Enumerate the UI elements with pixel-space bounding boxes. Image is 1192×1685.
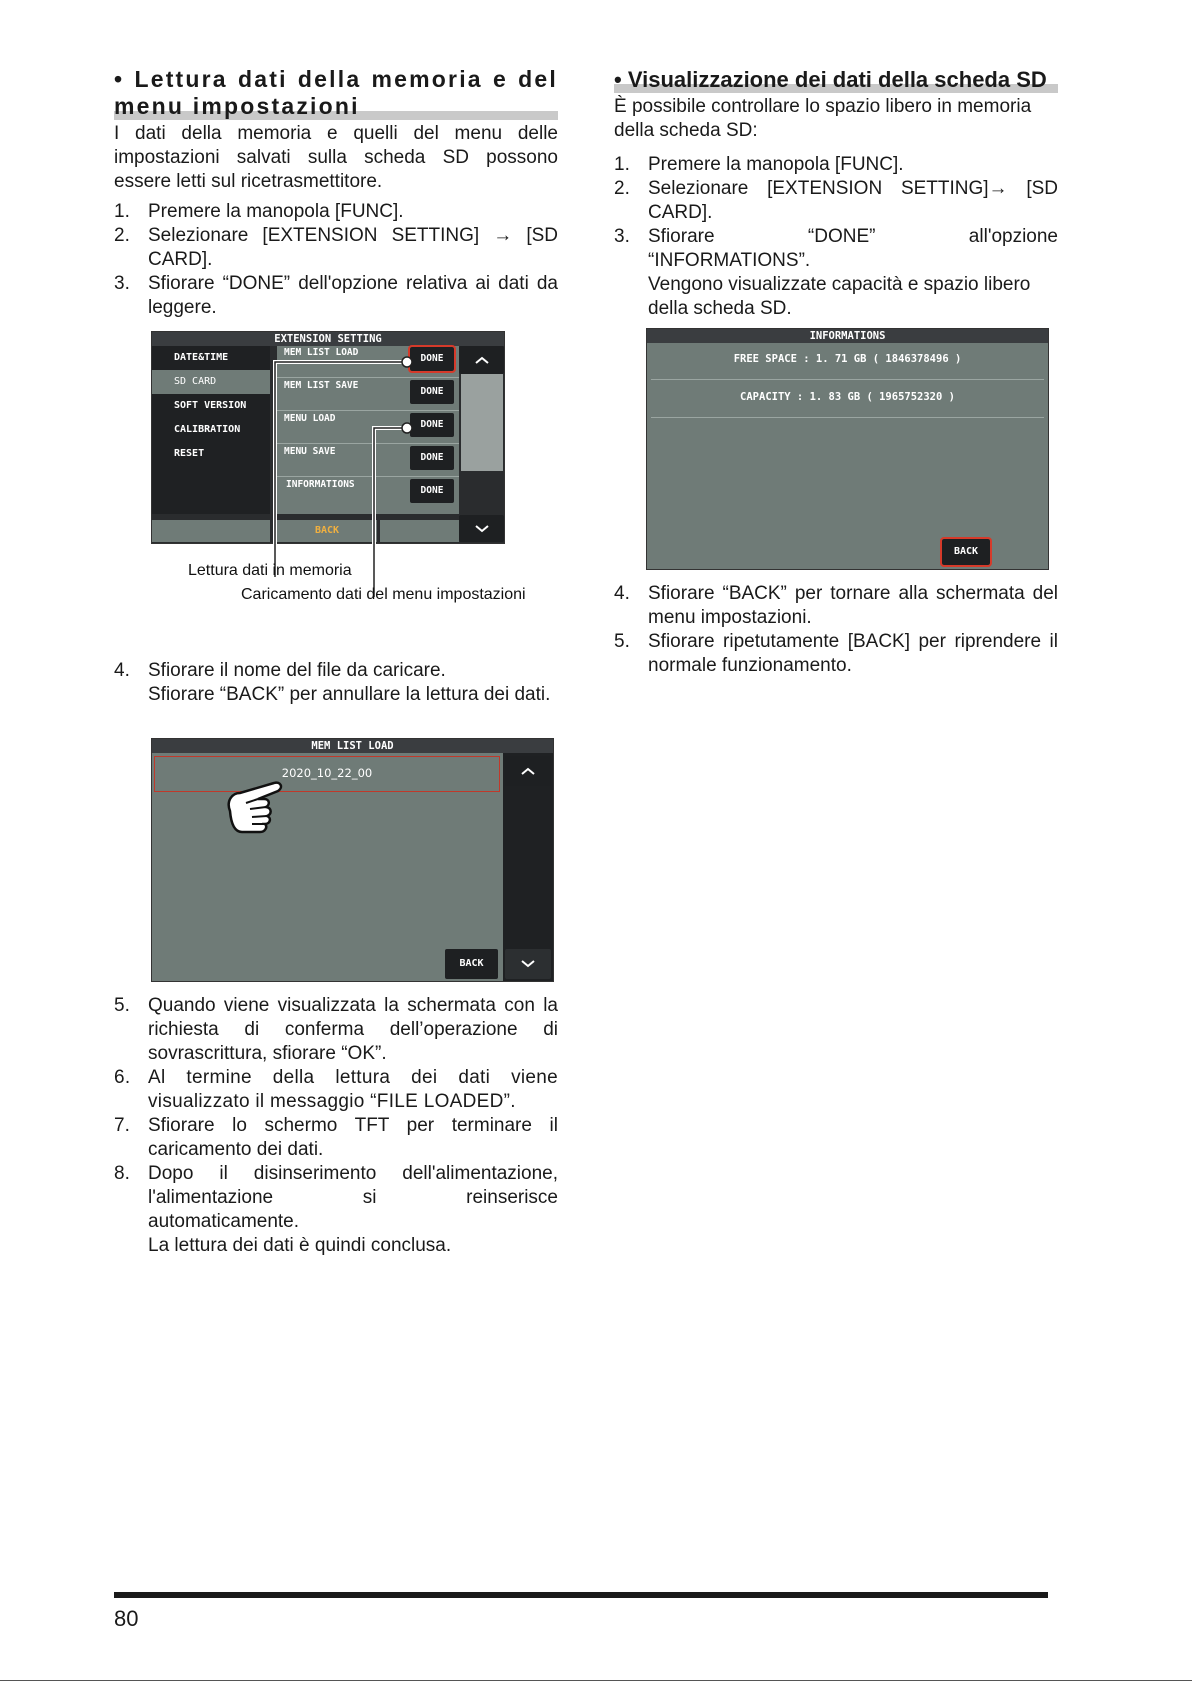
- step-item: [114, 1066, 558, 1114]
- step-number: 2.: [614, 178, 630, 199]
- step-text: Al termine della lettura dei dati viene visualizzato il messaggio “FILE LOADED”.: [148, 1067, 558, 1112]
- step-number: 2.: [114, 225, 130, 246]
- step-number: 1.: [114, 201, 130, 222]
- footer-rule: [114, 1592, 1048, 1598]
- capacity-readout: CAPACITY : 1. 83 GB ( 1965752320 ): [740, 391, 955, 403]
- step-number: 4.: [114, 660, 130, 681]
- step-text: Quando viene visualizzata la schermata con la richiesta di conferma dell’operazione di sovrascrittura, sfiorare “OK”.: [148, 995, 558, 1064]
- step-text: Sfiorare il nome del file da caricare.: [148, 660, 446, 681]
- sidebar-item-date-time[interactable]: DATE&TIME: [174, 352, 229, 363]
- step-item: [114, 1114, 558, 1162]
- step-item: [614, 582, 1058, 630]
- scroll-up-button[interactable]: [505, 756, 551, 786]
- sidebar-item-calibration[interactable]: CALIBRATION: [174, 424, 241, 435]
- step-text-continued: “INFORMATIONS”.: [648, 250, 811, 271]
- chevron-up-icon: [521, 767, 535, 775]
- done-button-menu-save[interactable]: DONE: [410, 446, 454, 470]
- row-label-mem-list-load: MEM LIST LOAD: [284, 347, 359, 358]
- sidebar-item-sd-card[interactable]: SD CARD: [152, 370, 270, 394]
- step-number: 1.: [614, 154, 630, 175]
- steps-list-right-b: [614, 582, 1058, 678]
- step-item: [614, 630, 1058, 678]
- step-item: [114, 659, 558, 707]
- row-divider: [651, 379, 1044, 380]
- row-label-menu-save: MENU SAVE: [284, 446, 336, 457]
- step-text-continued: Sfiorare “BACK” per annullare la lettura dei dati.: [148, 684, 551, 705]
- step-item: [614, 153, 1058, 177]
- section-title-sd-info: • Visualizzazione dei dati della scheda SD: [614, 66, 1058, 93]
- step-text-continued: La lettura dei dati è quindi conclusa.: [148, 1235, 452, 1256]
- step-number: 3.: [114, 273, 130, 294]
- row-label-informations: INFORMATIONS: [286, 479, 355, 490]
- step-text: Sfiorare “BACK” per tornare alla schermata del menu impostazioni.: [648, 583, 1058, 628]
- scroll-down-button[interactable]: [505, 949, 551, 979]
- step-item: [114, 994, 558, 1066]
- back-button[interactable]: BACK: [445, 949, 498, 979]
- step-number: 5.: [614, 631, 630, 652]
- step-text: Dopo il disinserimento dell'alimentazione,: [148, 1163, 558, 1184]
- step-text-continued: Vengono visualizzate capacità e spazio libero della scheda SD.: [648, 274, 1031, 319]
- done-button-mem-list-load[interactable]: DONE: [410, 347, 454, 371]
- step-number: 3.: [614, 226, 630, 247]
- done-button-menu-load[interactable]: DONE: [410, 413, 454, 437]
- back-button[interactable]: BACK: [942, 539, 990, 565]
- step-text: Selezionare [EXTENSION SETTING] → [SD CARD].: [148, 225, 558, 270]
- chevron-down-icon: [521, 960, 535, 968]
- step-item: [614, 225, 1058, 321]
- free-space-readout: FREE SPACE : 1. 71 GB ( 1846378496 ): [733, 353, 962, 365]
- row-divider: [651, 417, 1044, 418]
- done-button-mem-list-save[interactable]: DONE: [410, 380, 454, 404]
- right-column: [614, 66, 1058, 321]
- caption-memory-read: Lettura dati in memoria: [188, 562, 352, 579]
- done-button-informations[interactable]: DONE: [410, 479, 454, 503]
- screen-title: INFORMATIONS: [647, 329, 1048, 343]
- informations-screen: [646, 328, 1049, 570]
- intro-paragraph: I dati della memoria e quelli del menu delle impostazioni salvati sulla scheda SD possono essere letti sul ricetrasmettitore.: [114, 123, 558, 192]
- step-number: 5.: [114, 995, 130, 1016]
- intro-paragraph: È possibile controllare lo spazio libero in memoria della scheda SD:: [614, 96, 1032, 141]
- page-edge-line: [0, 1680, 1192, 1681]
- row-label-mem-list-save: MEM LIST SAVE: [284, 380, 359, 391]
- scroll-column: [503, 753, 553, 981]
- step-item: [614, 177, 1058, 225]
- back-button[interactable]: BACK: [277, 520, 377, 542]
- file-list-item[interactable]: 2020_10_22_00: [154, 756, 500, 792]
- step-text-continued: automaticamente.: [148, 1211, 300, 1232]
- steps-list-right: [614, 153, 1058, 321]
- screen-title: MEM LIST LOAD: [152, 739, 553, 753]
- section-title-line1: • Lettura dati della memoria e del: [114, 66, 558, 92]
- step-number: 4.: [614, 583, 630, 604]
- caption-menu-load: Caricamento dati del menu impostazioni: [241, 586, 526, 603]
- sidebar-item-reset[interactable]: RESET: [174, 448, 205, 459]
- page-number: 80: [114, 1606, 139, 1631]
- step-text: Premere la manopola [FUNC].: [648, 154, 904, 175]
- row-label-menu-load: MENU LOAD: [284, 413, 336, 424]
- step-text: Selezionare [EXTENSION SETTING]→ [SD CARD].: [648, 178, 1058, 223]
- sidebar-item-soft-version[interactable]: SOFT VERSION: [174, 400, 247, 411]
- step-item: [114, 1162, 558, 1258]
- step-text: Sfiorare lo schermo TFT per terminare il caricamento dei dati.: [148, 1115, 558, 1160]
- step-text: Sfiorare “DONE” all'opzione: [648, 226, 1058, 247]
- pointing-hand-icon: [222, 777, 292, 837]
- screen-title: EXTENSION SETTING: [152, 332, 504, 346]
- step-text: Sfiorare “DONE” dell'opzione relativa ai dati da leggere.: [148, 273, 558, 318]
- step-text: Premere la manopola [FUNC].: [148, 201, 404, 222]
- step-text: Sfiorare ripetutamente [BACK] per riprendere il normale funzionamento.: [648, 631, 1058, 676]
- step-number: 8.: [114, 1163, 130, 1184]
- section-title-line2: menu impostazioni: [114, 93, 360, 119]
- step-text-continued: l'alimentazione si reinserisce: [148, 1187, 558, 1208]
- steps-list-b: [114, 994, 558, 1258]
- mem-list-load-screen: [151, 738, 554, 982]
- step-number: 6.: [114, 1067, 131, 1088]
- steps-list-step4: [114, 659, 558, 707]
- step-number: 7.: [114, 1115, 130, 1136]
